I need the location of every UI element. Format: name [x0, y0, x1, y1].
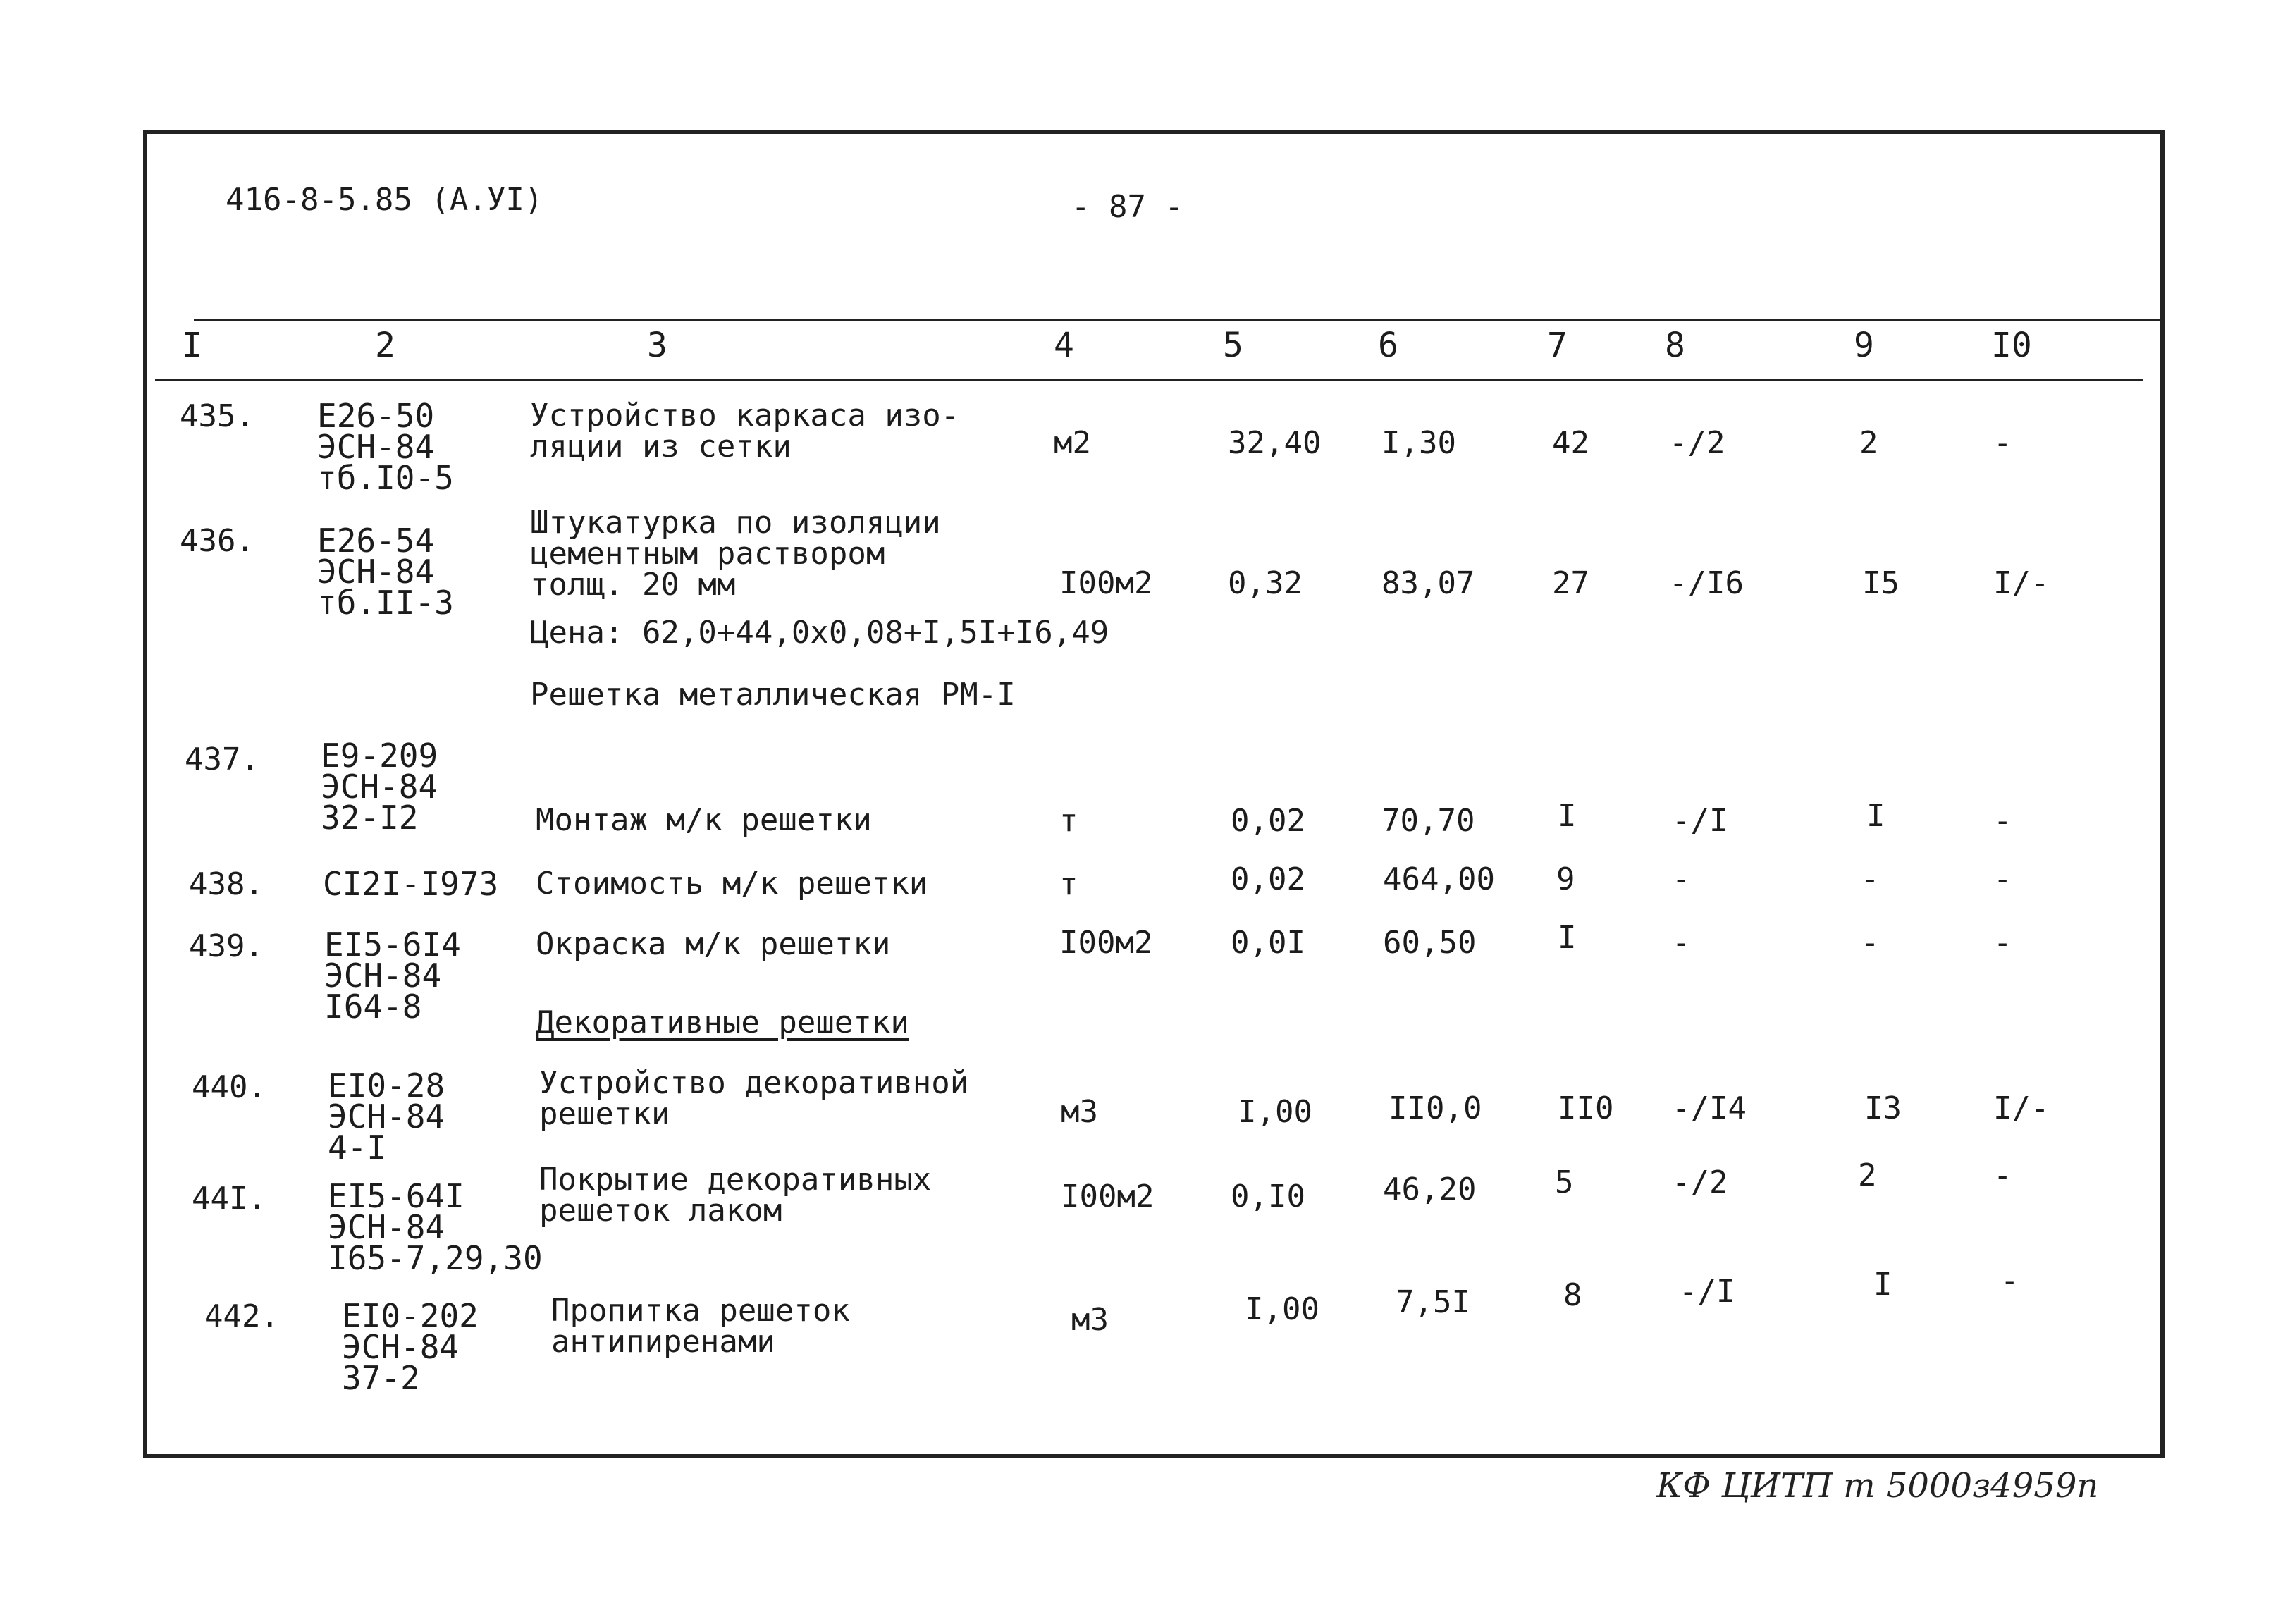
work-description: Стоимость м/к решетки	[536, 866, 928, 902]
work-description: Штукатурка по изоляции цементным раствором толщ. 20 мм	[530, 505, 941, 603]
work-description: Окраска м/к решетки	[536, 926, 891, 962]
column-9-value: I	[1866, 798, 1885, 834]
row-number: 438.	[189, 866, 264, 902]
column-9-value: 2	[1858, 1157, 1877, 1193]
column-header-9: 9	[1854, 326, 1874, 365]
row-number: 439.	[189, 928, 264, 964]
column-10-value: -	[1993, 425, 2012, 461]
unit: I00м2	[1059, 565, 1153, 601]
work-description: Пропитка решеток антипиренами	[551, 1293, 850, 1360]
column-10-value: -	[1993, 925, 2012, 961]
section-heading: Решетка металлическая РМ-I	[530, 677, 1016, 713]
document-code: 416-8-5.85 (А.УI)	[226, 182, 543, 218]
column-9-value: 2	[1859, 425, 1878, 461]
quantity: 0,32	[1228, 565, 1303, 601]
column-8-value: -	[1672, 861, 1691, 897]
column-header-8: 8	[1665, 326, 1685, 365]
row-number: 442.	[204, 1298, 279, 1334]
archive-stamp: КФ ЦИТП т 5000з4959п	[1656, 1466, 2099, 1506]
quantity: 0,02	[1231, 861, 1305, 897]
column-9-value: I	[1873, 1267, 1892, 1303]
column-10-value: -	[2000, 1263, 2019, 1299]
column-7-value: II0	[1558, 1090, 1614, 1126]
norm-code: Е26-54 ЭСН-84 тб.II-3	[317, 522, 454, 622]
quantity: 0,0I	[1231, 925, 1305, 961]
column-7-value: 42	[1552, 425, 1589, 461]
row-number: 437.	[185, 742, 259, 777]
quantity: I,00	[1245, 1291, 1319, 1327]
table-top-rule	[194, 319, 2164, 321]
norm-code: ЕI5-6I4 ЭСН-84 I64-8	[324, 925, 461, 1026]
norm-code: ЕI0-202 ЭСН-84 37-2	[342, 1297, 479, 1397]
column-8-value: -/I4	[1672, 1090, 1747, 1126]
column-10-value: -	[1993, 861, 2012, 897]
unit-price: I,30	[1381, 425, 1456, 461]
column-header-5: 5	[1223, 326, 1243, 365]
column-7-value: I	[1558, 798, 1577, 834]
unit-price: 46,20	[1383, 1171, 1477, 1207]
column-10-value: -	[1993, 1157, 2012, 1193]
column-9-value: I5	[1862, 565, 1900, 601]
unit-price: 60,50	[1383, 925, 1477, 961]
column-header-6: 6	[1378, 326, 1398, 365]
section-heading: Декоративные решетки	[536, 1004, 909, 1040]
unit-price: II0,0	[1389, 1090, 1482, 1126]
column-7-value: 27	[1552, 565, 1589, 601]
row-number: 440.	[192, 1069, 266, 1105]
row-number: 435.	[180, 398, 254, 434]
column-7-value: 5	[1555, 1164, 1574, 1200]
column-header-3: 3	[647, 326, 667, 365]
unit: I00м2	[1059, 925, 1153, 961]
column-7-value: 8	[1563, 1277, 1582, 1313]
work-description: Устройство декоративной решетки	[539, 1065, 969, 1132]
unit-price: 7,5I	[1396, 1284, 1470, 1320]
norm-code: Е9-209 ЭСН-84 32-I2	[321, 737, 438, 837]
table-header-rule	[155, 379, 2143, 381]
column-8-value: -/2	[1672, 1164, 1728, 1200]
column-header-10: I0	[1991, 326, 2032, 365]
column-8-value: -/I	[1672, 803, 1728, 839]
column-10-value: I/-	[1993, 1090, 2050, 1126]
column-header-4: 4	[1054, 326, 1074, 365]
unit-price: 464,00	[1383, 861, 1495, 897]
unit-price: 70,70	[1381, 803, 1475, 839]
unit: м3	[1061, 1094, 1098, 1130]
work-description: Устройство каркаса изо- ляции из сетки	[530, 398, 960, 465]
row-number: 44I.	[192, 1181, 266, 1217]
unit: м3	[1071, 1302, 1109, 1338]
unit: I00м2	[1061, 1179, 1155, 1214]
column-header-2: 2	[375, 326, 395, 365]
column-10-value: -	[1993, 803, 2012, 839]
norm-code: СI2I-I973	[323, 865, 499, 903]
unit-price: 83,07	[1381, 565, 1475, 601]
column-9-value: I3	[1864, 1090, 1902, 1126]
quantity: I,00	[1238, 1094, 1312, 1130]
column-header-7: 7	[1547, 326, 1568, 365]
column-7-value: I	[1558, 920, 1577, 956]
column-9-value: -	[1861, 925, 1880, 961]
unit: м2	[1054, 425, 1091, 461]
norm-code: Е26-50 ЭСН-84 тб.I0-5	[317, 397, 454, 497]
column-10-value: I/-	[1993, 565, 2050, 601]
column-8-value: -/I6	[1669, 565, 1744, 601]
column-8-value: -/I	[1679, 1274, 1735, 1310]
column-7-value: 9	[1556, 861, 1575, 897]
quantity: 0,I0	[1231, 1179, 1305, 1214]
quantity: 32,40	[1228, 425, 1322, 461]
row-number: 436.	[180, 523, 254, 559]
column-9-value: -	[1861, 861, 1880, 897]
work-description: Монтаж м/к решетки	[536, 802, 872, 838]
unit: т	[1059, 866, 1078, 902]
norm-code: ЕI5-64I ЭСН-84 I65-7,29,30	[328, 1177, 543, 1277]
page-number: - 87 -	[1071, 189, 1183, 225]
price-formula: Цена: 62,0+44,0х0,08+I,5I+I6,49	[530, 615, 1109, 651]
quantity: 0,02	[1231, 803, 1305, 839]
column-header-1: I	[182, 326, 202, 365]
unit: т	[1059, 803, 1078, 839]
column-8-value: -	[1672, 925, 1691, 961]
norm-code: ЕI0-28 ЭСН-84 4-I	[328, 1066, 445, 1167]
work-description: Покрытие декоративных решеток лаком	[539, 1162, 932, 1229]
column-8-value: -/2	[1669, 425, 1725, 461]
